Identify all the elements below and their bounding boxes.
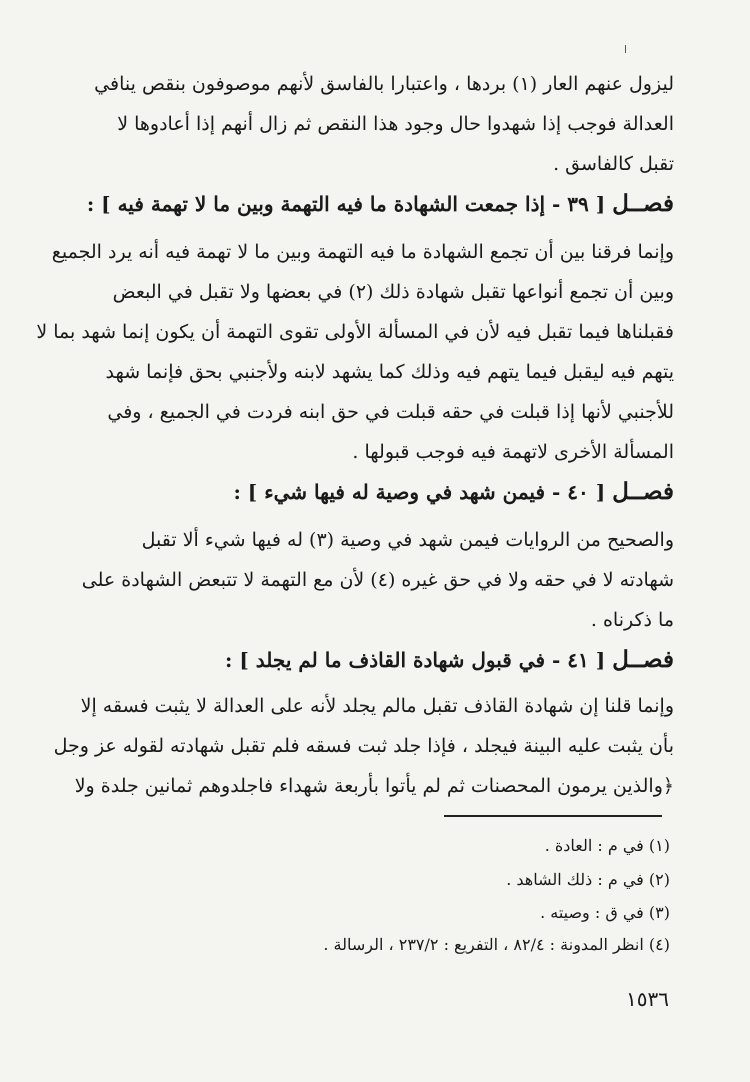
text-line: يتهم فيه ليقبل فيما يتهم فيه وذلك كما يشهد لابنه ولأجنبي بحق فإنما شهد xyxy=(105,361,674,383)
text-line: شهادته لا في حقه ولا في حق غيره (٤) لأن مع التهمة لا تتبعض الشهادة على xyxy=(81,569,674,591)
paragraph-2 xyxy=(36,232,674,472)
paragraph-1 xyxy=(64,64,674,184)
footnote-1: (١) في م : العادة . xyxy=(544,836,670,855)
heading-title: [ ٤١ - في قبول شهادة القاذف ما لم يجلد ] : xyxy=(225,648,606,672)
text-line: ﴿والذين يرمون المحصنات ثم لم يأتوا بأربعة شهداء فاجلدوهم ثمانين جلدة ولا xyxy=(74,775,674,797)
text-line: المسألة الأخرى لاتهمة فيه فوجب قبولها . xyxy=(352,441,674,463)
paragraph-4 xyxy=(53,686,674,806)
text-line: فقبلناها فيما تقبل فيه لأن في المسألة الأولى تقوى التهمة أن يكون إنما شهد بما لا xyxy=(36,321,674,343)
text-line: وبين أن تجمع أنواعها تقبل شهادة ذلك (٢) في بعضها ولا تقبل في البعض xyxy=(112,281,674,303)
footnote-separator xyxy=(444,815,662,817)
text-line: العدالة فوجب إذا شهدوا حال وجود هذا النقص ثم زال أنهم إذا أعادوها لا xyxy=(117,113,674,135)
fasl-label: فصــل xyxy=(612,646,674,673)
text-line: ليزول عنهم العار (١) بردها ، واعتبارا بالفاسق لأنهم موصوفون بنقص ينافي xyxy=(94,73,674,95)
text-line: تقبل كالفاسق . xyxy=(553,153,674,175)
heading-title: [ ٤٠ - فيمن شهد في وصية له فيها شيء ] : xyxy=(233,480,606,504)
footnote-2: (٢) في م : ذلك الشاهد . xyxy=(506,870,670,889)
heading-title: [ ٣٩ - إذا جمعت الشهادة ما فيه التهمة وبين ما لا تهمة فيه ] : xyxy=(86,192,606,216)
fasl-label: فصــل xyxy=(612,190,674,217)
section-heading-39 xyxy=(64,186,674,222)
paragraph-3 xyxy=(64,520,674,640)
page-number: ١٥٣٦ xyxy=(626,987,669,1011)
section-heading-41 xyxy=(64,642,674,678)
text-line: للأجنبي لأنها إذا قبلت في حقه قبلت في حق ابنه فردت في الجميع ، وفي xyxy=(107,401,674,423)
footnote-4: (٤) انظر المدونة : ٨٢/٤ ، التفريع : ٢٣٧/٢ ، الرسالة . xyxy=(323,935,670,954)
fasl-label: فصــل xyxy=(612,478,674,505)
text-line: وإنما قلنا إن شهادة القاذف تقبل مالم يجلد لأنه على العدالة لا يثبت فسقه إلا xyxy=(80,695,674,717)
section-heading-40 xyxy=(64,474,674,510)
margin-mark xyxy=(625,45,626,53)
text-line: والصحيح من الروايات فيمن شهد في وصية (٣) له فيها شيء ألا تقبل xyxy=(141,529,674,551)
footnote-3: (٣) في ق : وصيته . xyxy=(540,903,670,922)
text-line: وإنما فرقنا بين أن تجمع الشهادة ما فيه التهمة وبين ما لا تهمة فيه أنه يرد الجميع xyxy=(51,241,674,263)
text-line: بأن يثبت عليه البينة فيجلد ، فإذا جلد ثبت فسقه فلم تقبل شهادته لقوله عز وجل xyxy=(53,735,674,757)
text-line: ما ذكرناه . xyxy=(590,609,674,631)
